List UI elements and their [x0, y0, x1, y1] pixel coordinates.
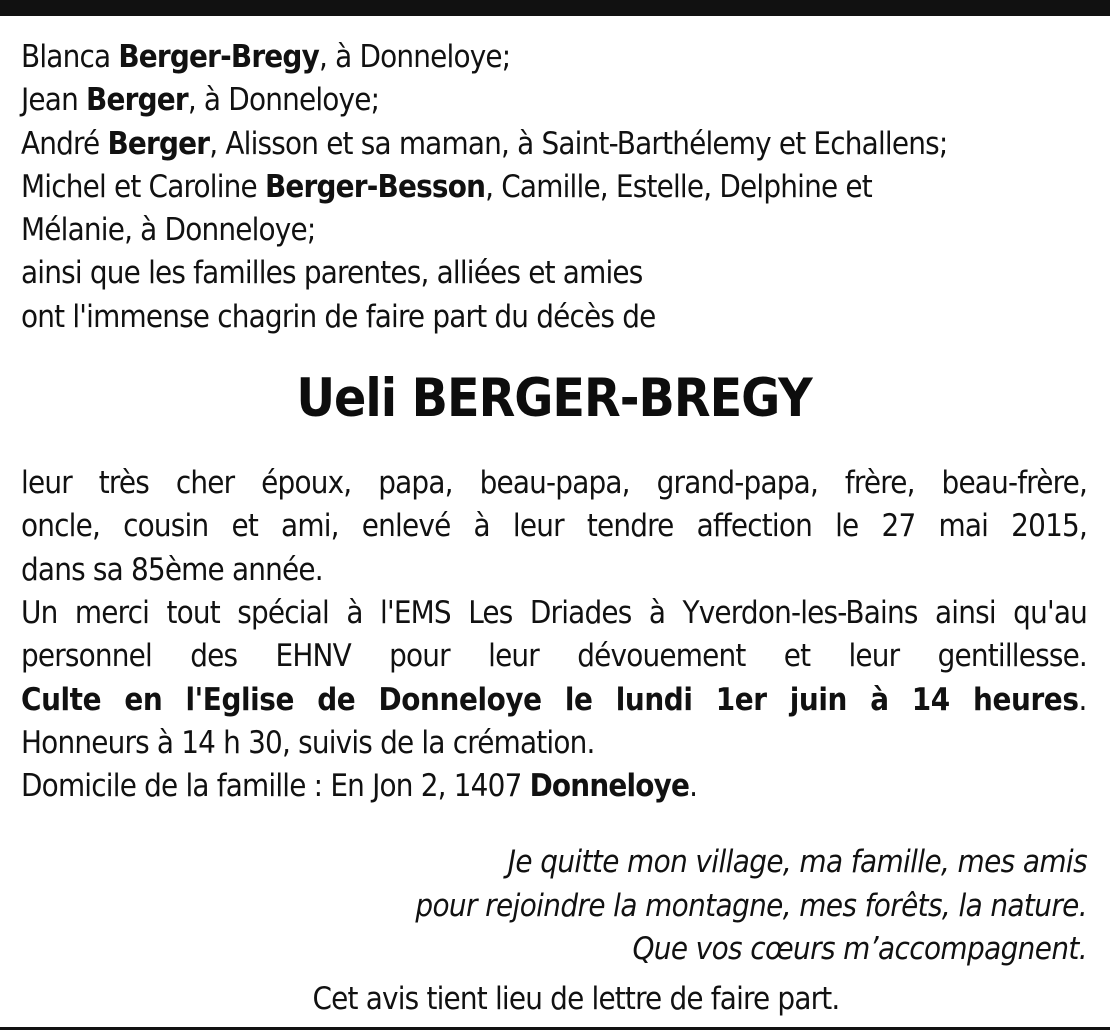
- service-line: Culte en l'Eglise de Donneloye le lundi 1er juin à 14 heures.: [21, 681, 1087, 718]
- deceased-name: Ueli BERGER-BREGY: [296, 368, 812, 430]
- relatives-line: ainsi que les familles parentes, alliées et amies: [21, 255, 643, 292]
- quote-line-1: Je quitte mon village, ma famille, mes amis: [507, 844, 1087, 881]
- quote-line-2: pour rejoindre la montagne, mes forêts, la nature.: [415, 887, 1087, 924]
- body-line-1: leur très cher époux, papa, beau-papa, grand-papa, frère, beau-frère,: [21, 465, 1087, 502]
- domicile-place: Donneloye: [529, 768, 690, 805]
- family-surname: Berger-Bregy: [118, 39, 319, 75]
- family-line-4: Michel et Caroline Berger-Besson, Camille, Estelle, Delphine et: [21, 168, 872, 205]
- top-border-rule: [0, 0, 1110, 16]
- obituary-notice: [21, 36, 1087, 1022]
- family-line-5: Mélanie, à Donneloye;: [21, 212, 316, 249]
- family-surname: Berger: [86, 82, 188, 119]
- family-line-1: Blanca Berger-Bregy, à Donneloye;: [21, 39, 511, 75]
- family-line-2: Jean Berger, à Donneloye;: [21, 82, 380, 119]
- obituary-body: [21, 462, 1087, 808]
- closing-note-block: [21, 978, 1087, 1021]
- domicile-line: Domicile de la famille : En Jon 2, 1407 Donneloye.: [21, 768, 698, 805]
- honours-line: Honneurs à 14 h 30, suivis de la crémation.: [21, 724, 595, 761]
- body-line-2: oncle, cousin et ami, enlevé à leur tendre affection le 27 mai 2015,: [21, 508, 1087, 545]
- thanks-line-2: personnel des EHNV pour leur dévouement et leur gentillesse.: [21, 638, 1087, 675]
- epitaph-quote: [21, 841, 1087, 971]
- announcement-line: ont l'immense chagrin de faire part du décès de: [21, 298, 656, 335]
- family-surname: Berger: [107, 125, 210, 162]
- body-line-3: dans sa 85ème année.: [21, 551, 323, 588]
- closing-note: Cet avis tient lieu de lettre de faire part.: [312, 981, 840, 1018]
- family-line-3: André Berger, Alisson et sa maman, à Saint-Barthélemy et Echallens;: [21, 125, 948, 162]
- family-surname: Berger-Besson: [264, 168, 486, 205]
- bottom-border-rule: [0, 1027, 1110, 1030]
- thanks-line-1: Un merci tout spécial à l'EMS Les Driades à Yverdon-les-Bains ainsi qu'au: [21, 594, 1087, 631]
- quote-line-3: Que vos cœurs m’accompagnent.: [632, 931, 1087, 968]
